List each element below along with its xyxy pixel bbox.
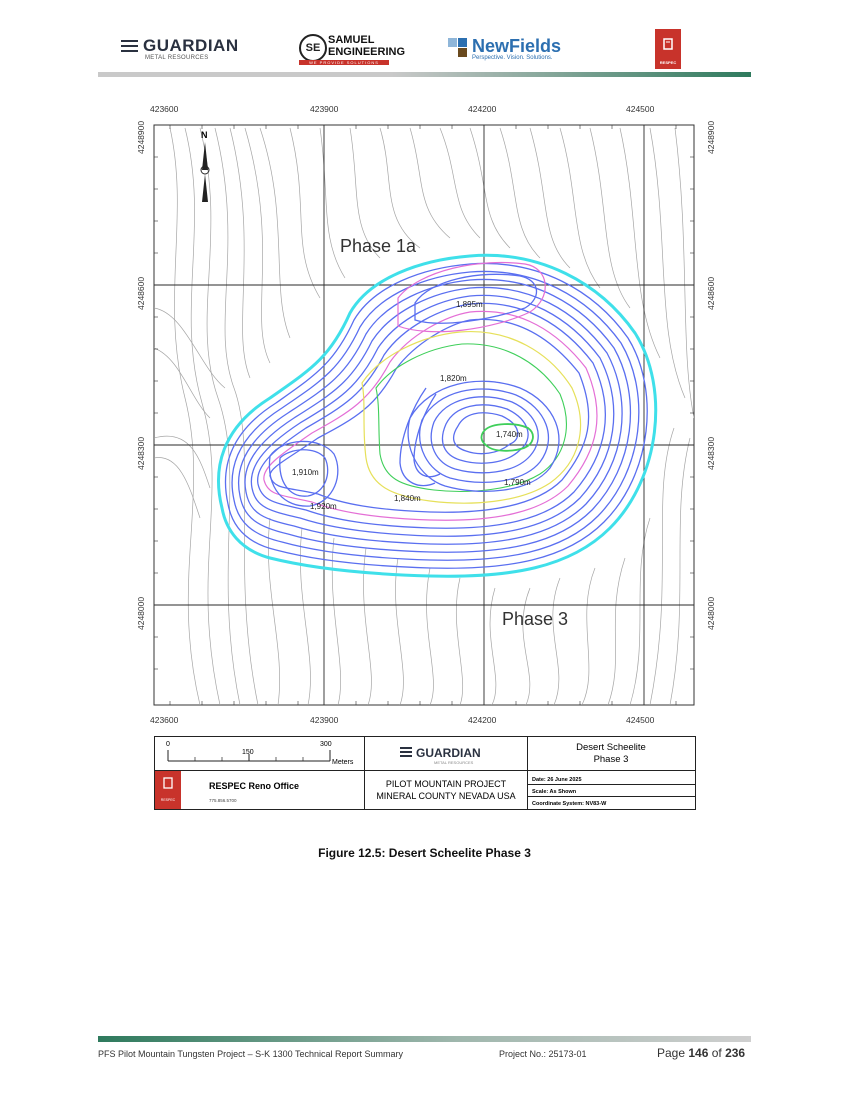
se-mark-icon: SE [299, 34, 327, 62]
scale-note: Scale: As Shown [532, 789, 577, 795]
north-label: N [201, 130, 208, 140]
newfields-tagline: Perspective. Vision. Solutions. [472, 55, 553, 61]
x-tick-top: 423900 [310, 104, 339, 114]
y-tick-right: 4248600 [706, 276, 716, 310]
titleblock-guardian-sub: METAL RESOURCES [434, 760, 474, 765]
footer-report-title: PFS Pilot Mountain Tungsten Project – S-K 1300 Technical Report Summary [98, 1049, 403, 1059]
samuel-tagline: WE PROVIDE SOLUTIONS [299, 60, 389, 65]
titleblock-guardian-name: GUARDIAN [416, 746, 481, 760]
respec-logo-text: RESPEC [659, 60, 677, 65]
titleblock-respec-text: RESPEC [160, 798, 176, 802]
scale-unit: Meters [332, 759, 354, 766]
elevation-label: 1,740m [496, 430, 523, 439]
guardian-logo-sub: METAL RESOURCES [145, 55, 209, 61]
footer-project-number: Project No.: 25173-01 [499, 1049, 587, 1059]
y-tick-right: 4248300 [706, 436, 716, 470]
y-tick-right: 4248900 [706, 120, 716, 154]
footer-rule [98, 1036, 751, 1042]
guardian-bars-icon [121, 40, 138, 52]
elevation-label: 1,840m [394, 494, 421, 503]
x-tick-top: 423600 [150, 104, 179, 114]
x-tick-top: 424200 [468, 104, 497, 114]
coordinate-note: Coordinate System: NV83-W [532, 801, 607, 807]
project-line2: MINERAL COUNTY NEVADA USA [376, 791, 516, 801]
elevation-label: 1,895m [456, 300, 483, 309]
x-tick-bottom: 424200 [468, 715, 497, 725]
x-tick-bottom: 423600 [150, 715, 179, 725]
y-tick-left: 4248600 [136, 276, 146, 310]
phase-1a-label: Phase 1a [340, 236, 417, 256]
figure-caption: Figure 12.5: Desert Scheelite Phase 3 [318, 846, 531, 860]
x-tick-top: 424500 [626, 104, 655, 114]
scale-zero: 0 [166, 741, 170, 748]
titleblock-respec-logo [155, 771, 181, 809]
scale-max: 300 [320, 741, 332, 748]
office-phone: 775.856.5700 [209, 798, 237, 803]
title-block [154, 736, 696, 810]
y-tick-right: 4248000 [706, 596, 716, 630]
pit-map [130, 98, 720, 732]
office-name: RESPEC Reno Office [209, 781, 300, 791]
date-note: Date: 26 June 2025 [532, 777, 582, 783]
x-tick-bottom: 423900 [310, 715, 339, 725]
newfields-square-icon [458, 48, 467, 57]
drawing-title-line2: Phase 3 [593, 754, 629, 765]
footer-page-number: Page 146 of 236 [657, 1046, 746, 1060]
newfields-name: NewFields [472, 36, 562, 56]
elevation-label: 1,790m [504, 478, 531, 487]
scale-mid: 150 [242, 749, 254, 756]
guardian-logo: GUARDIAN METAL RESOURCES [121, 36, 239, 61]
x-tick-bottom: 424500 [626, 715, 655, 725]
phase-3-label: Phase 3 [502, 609, 569, 629]
elevation-label: 1,920m [310, 502, 337, 511]
drawing-title-line1: Desert Scheelite [576, 742, 646, 753]
project-line1: PILOT MOUNTAIN PROJECT [385, 779, 507, 789]
newfields-square-icon [458, 38, 467, 47]
samuel-engineering-logo [299, 34, 406, 66]
y-tick-left: 4248900 [136, 120, 146, 154]
elevation-label: 1,910m [292, 468, 319, 477]
samuel-line1: SAMUEL [328, 34, 375, 46]
header-rule [98, 72, 751, 77]
elevation-label: 1,820m [440, 374, 467, 383]
y-tick-left: 4248300 [136, 436, 146, 470]
y-tick-left: 4248000 [136, 596, 146, 630]
respec-logo [655, 29, 681, 69]
samuel-line2: ENGINEERING [328, 46, 406, 58]
newfields-square-icon [448, 38, 457, 47]
